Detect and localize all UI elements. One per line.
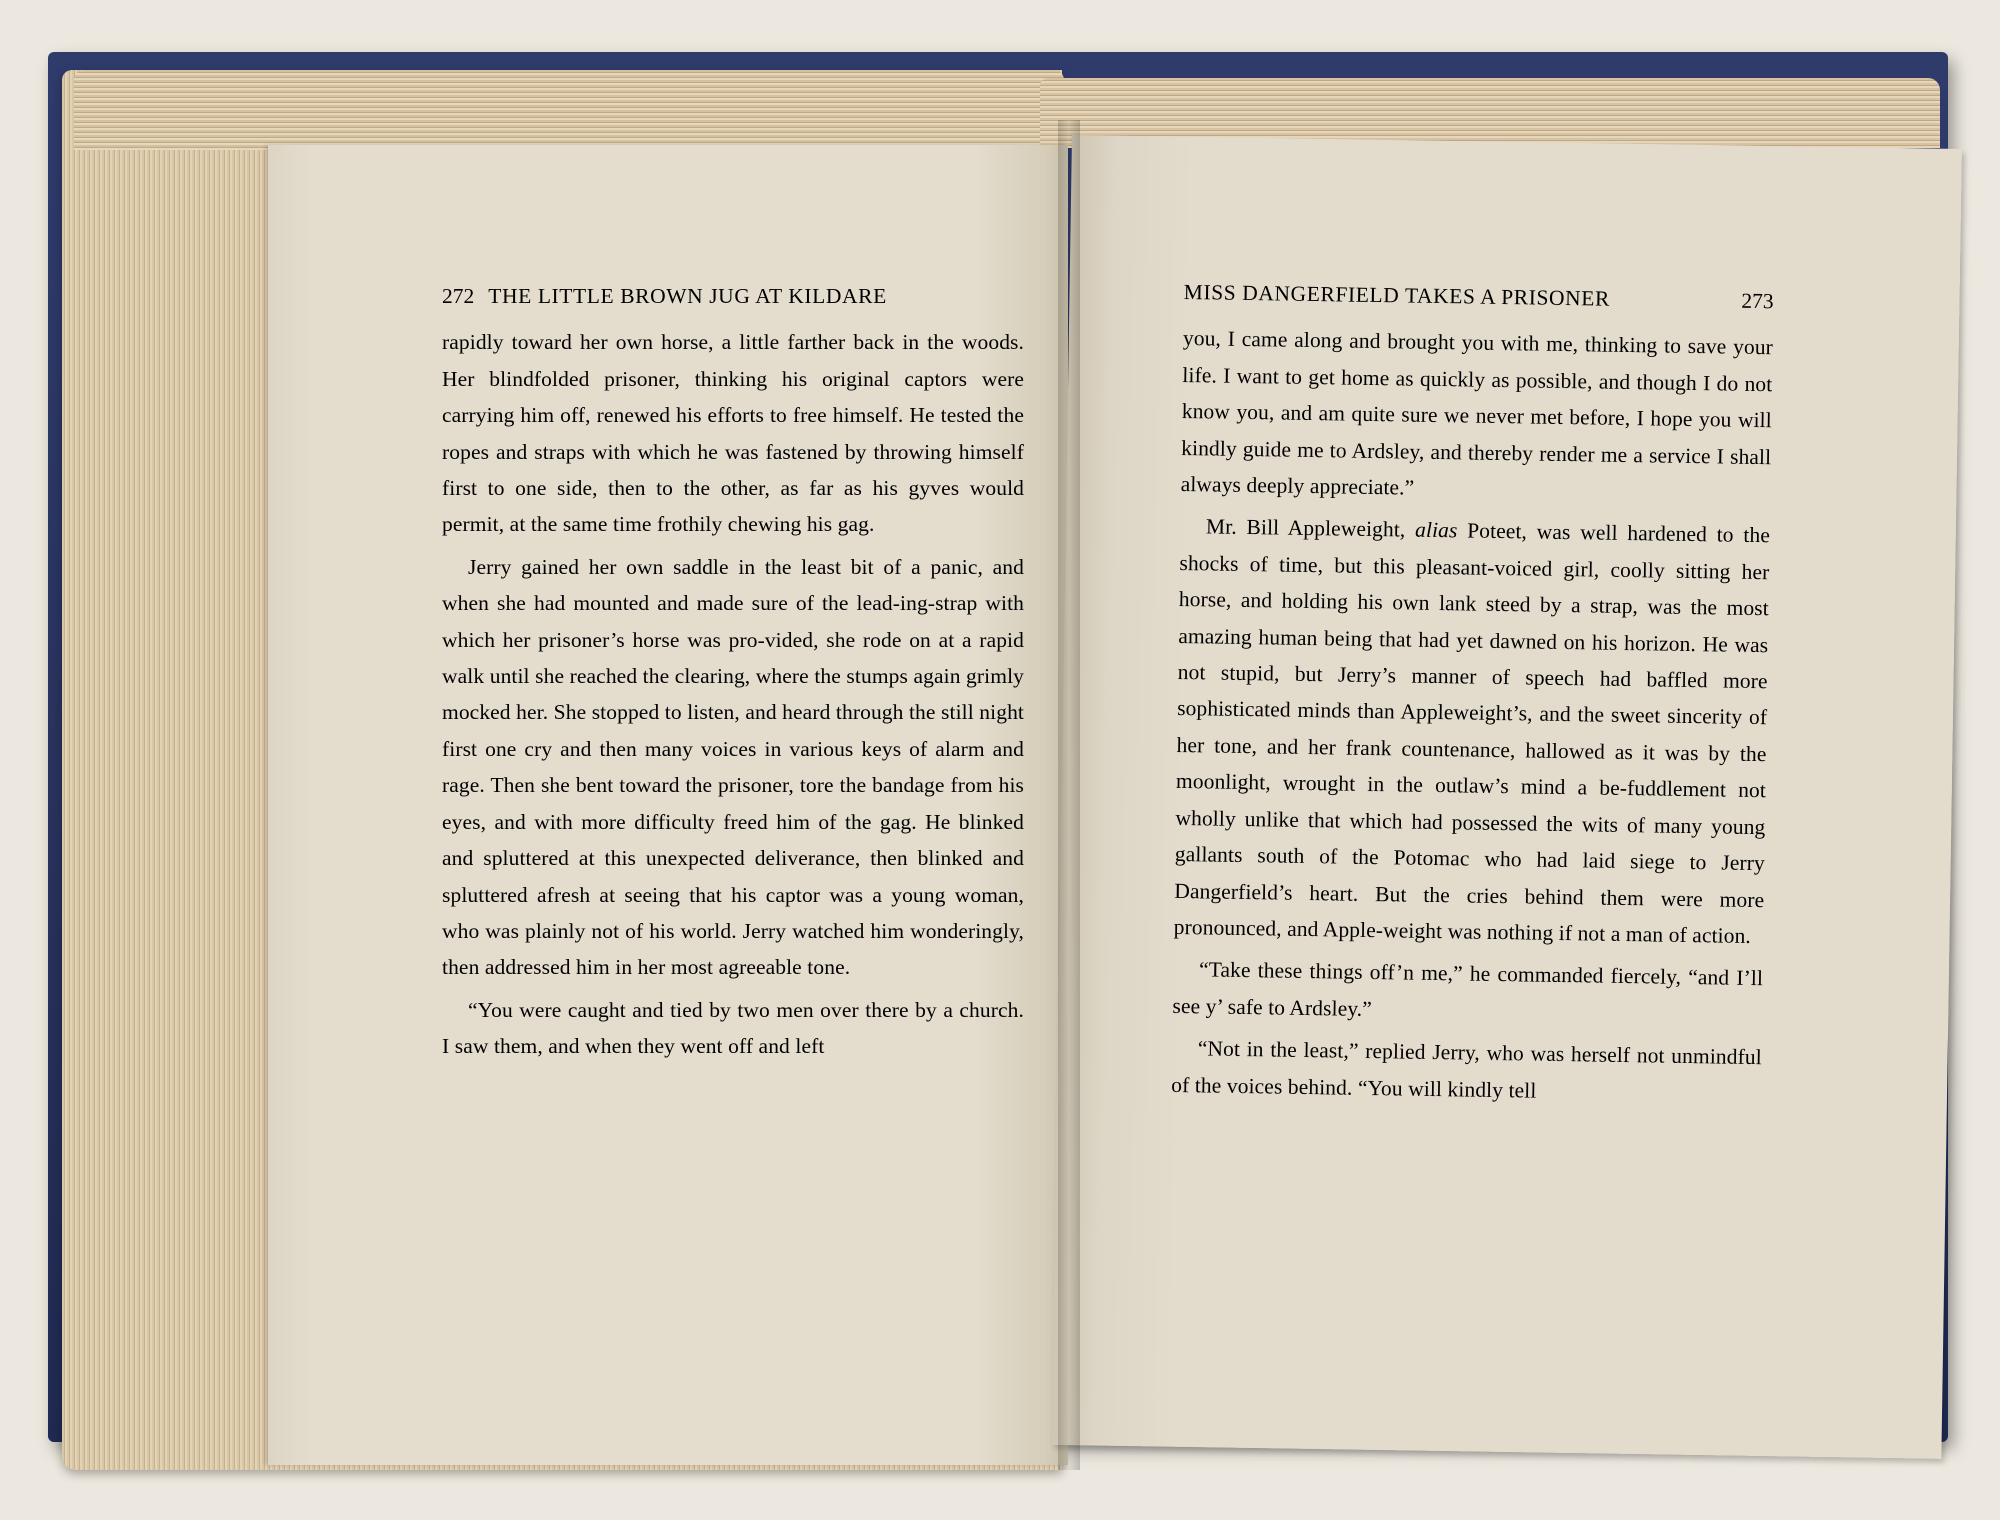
left-page-top-edges (74, 70, 1064, 150)
right-paragraph-3: “Take these things off’n me,” he commanded fiercely, “and I’ll see y’ safe to Ardsley.” (1172, 957, 1764, 1021)
left-paragraph-3: “You were caught and tied by two men over there by a church. I saw them, and when they went off and left (442, 997, 1024, 1059)
left-page-text (442, 278, 1024, 1065)
right-paragraph-2 (1173, 508, 1770, 954)
right-running-title: MISS DANGERFIELD TAKES A PRISONER (1183, 279, 1611, 311)
left-paragraph-1: rapidly toward her own horse, a little farther back in the woods. Her blindfolded prisoner, thinking his original captors were carrying him off, renewed his efforts to free himself. He tested the ropes and straps with which he was fastened by throwing himself first to one side, then to the other, as far as his gyves would permit, at the same time frothily chewing his gag. (442, 330, 1024, 537)
right-paragraph-4: “Not in the least,” replied Jerry, who was herself not unmindful of the voices behind. “You will kindly tell (1171, 1036, 1762, 1103)
left-paragraph-2: Jerry gained her own saddle in the least bit of a panic, and when she had mounted and made sure of the lead-ing-strap with which her prisoner’s horse was pro-vided, she rode on at a rapid walk until she reached the clearing, where the stumps again grimly mocked her. She stopped to listen, and heard through the still night first one cry and then many voices in various keys of alarm and rage. Then she bent toward the prisoner, tore the bandage from his eyes, and with more difficulty freed him of the gag. He blinked and spluttered at this unexpected deliverance, then blinked and spluttered afresh at seeing that his captor was a young woman, who was plainly not of his world. Jerry watched him wonderingly, then addressed him in her most agreeable tone. (442, 554, 1024, 980)
right-paragraph-1: you, I came along and brought you with me, thinking to save your life. I want to get home as quickly as possible, and though I do not know you, and am quite sure we never met before, I hope you will kindly guide me to Ardsley, and thereby render me a service I shall always deeply appreciate.” (1180, 326, 1774, 500)
left-page-number: 272 (442, 284, 475, 308)
book-gutter (1058, 120, 1080, 1470)
right-page-text (1171, 274, 1774, 1112)
right-paragraph-2-lead: Mr. Bill Appleweight, (1205, 514, 1406, 542)
right-paragraph-2-alias: alias (1414, 518, 1458, 543)
left-running-title: THE LITTLE BROWN JUG AT KILDARE (488, 284, 887, 308)
right-paragraph-2-body: Poteet, was well hardened to the shocks of time, but this pleasant-voiced girl, coolly sitting her horse, and holding his own lank steed by a strap, was the most amazing human being that had yet dawned on his horizon. He was not stupid, but Jerry’s manner of speech had baffled more sophisticated minds than Appleweight’s, and the sweet sincerity of her tone, and her frank countenance, hallowed as it was by the moonlight, wrought in the outlaw’s mind a be-fuddlement not wholly unlike that which had possessed the wits of many young gallants south of the Potomac who had laid siege to Jerry Dangerfield’s heart. But the cries behind them were more pronounced, and Apple-weight was nothing if not a man of action. (1173, 518, 1771, 948)
right-page-number: 273 (1741, 288, 1774, 314)
left-running-head (442, 278, 1024, 314)
